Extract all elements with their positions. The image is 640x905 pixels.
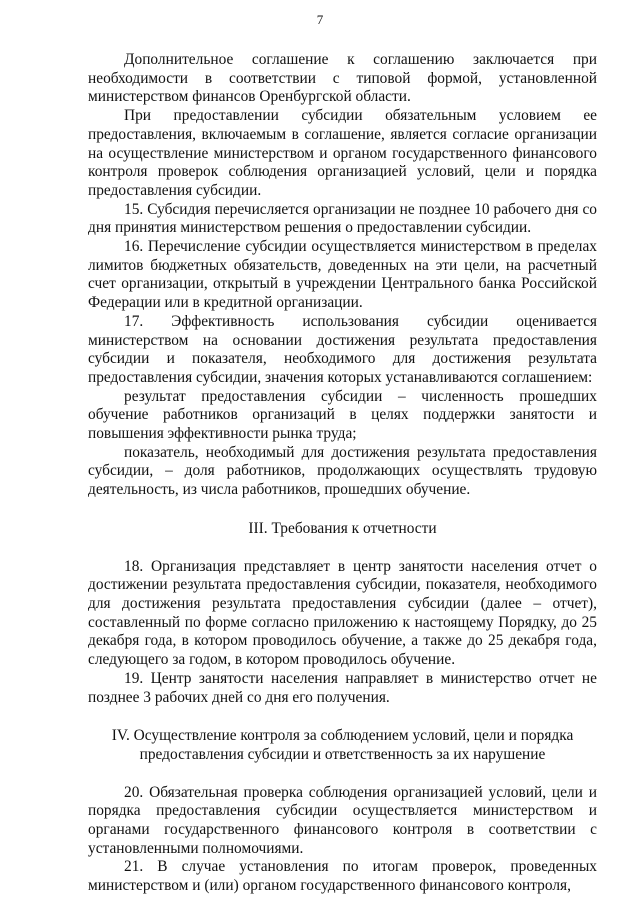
paragraph-21: 21. В случае установления по итогам проверок, проведенных министерством и (или) органом государственного финансового контроля, — [88, 858, 597, 895]
paragraph-18: 18. Организация представляет в центр занятости населения отчет о достижении результата предоставления субсидии, показателя, необходимого для достижения результата предоставления субсидии (далее – отчет), составленный по форме согласно приложению к настоящему Порядку, до 25 декабря года, в котором проводилось обучение, а также до 25 декабря года, следующего за годом, в котором проводилось обучение. — [88, 557, 597, 669]
spacer — [88, 500, 597, 520]
paragraph-15: 15. Субсидия перечисляется организации не позднее 10 рабочего дня со дня принятия министерством решения о предоставлении субсидии. — [88, 200, 597, 237]
paragraph-17-result: результат предоставления субсидии – численность прошедших обучение работников организаций в целях поддержки занятости и повышения эффективности рынка труда; — [88, 387, 597, 443]
paragraph-17: 17. Эффективность использования субсидии оценивается министерством на основании достижения результата предоставления субсидии и показателя, необходимого для достижения результата предоставления субсидии, значения которых устанавливаются соглашением: — [88, 312, 597, 386]
paragraph-16: 16. Перечисление субсидии осуществляется министерством в пределах лимитов бюджетных обязательств, доведенных на эти цели, на расчетный счет организации, открытый в учреждении Центрального банка Российской Федерации или в кредитной организации. — [88, 238, 597, 312]
page-number: 7 — [316, 12, 324, 27]
paragraph-20: 20. Обязательная проверка соблюдения организацией условий, цели и порядка предоставления субсидии осуществляется министерством и органами государственного финансового контроля в соответствии с установленными полномочиями. — [88, 783, 597, 857]
document-body — [88, 51, 597, 896]
section-3-heading: III. Требования к отчетности — [248, 519, 437, 537]
spacer — [88, 539, 597, 558]
section-4-heading-line-2: предоставления субсидии и ответственность за их нарушение — [139, 745, 546, 763]
paragraph-19: 19. Центр занятости населения направляет в министерство отчет не позднее 3 рабочих дней со дня его получения. — [88, 669, 597, 706]
paragraph-consent-condition: При предоставлении субсидии обязательным условием ее предоставления, включаемым в соглашение, является согласие организации на осуществление министерством и органом государственного финансового контроля проверок соблюдения организацией условий, цели и порядка предоставления субсидии. — [88, 107, 597, 199]
section-4-heading-line-1: IV. Осуществление контроля за соблюдением условий, цели и порядка — [111, 727, 574, 745]
spacer — [88, 765, 597, 784]
spacer — [88, 707, 597, 727]
paragraph-additional-agreement: Дополнительное соглашение к соглашению заключается при необходимости в соответствии с типовой формой, установленной министерством финансов Оренбургской области. — [88, 51, 597, 106]
paragraph-17-indicator: показатель, необходимый для достижения результата предоставления субсидии, – доля работников, продолжающих осуществлять трудовую деятельность, из числа работников, прошедших обучение. — [88, 443, 597, 499]
